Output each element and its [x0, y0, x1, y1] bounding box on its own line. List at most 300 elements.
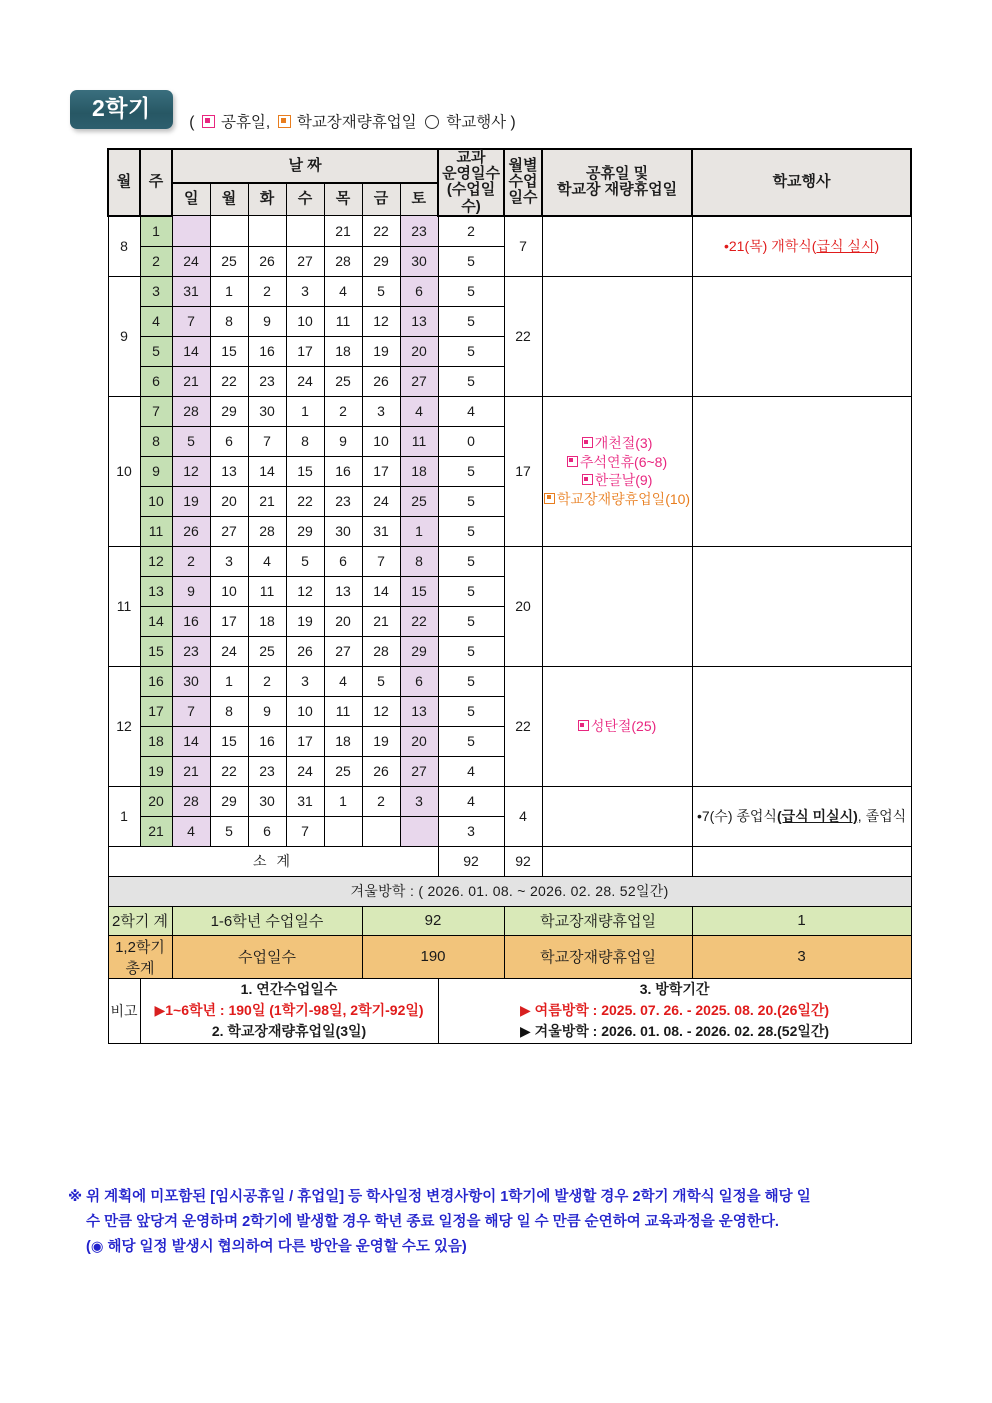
legend-open-paren: ( — [189, 114, 195, 131]
date-cell: 15 — [286, 456, 324, 486]
operation-days-value: 5 — [438, 666, 504, 696]
subtotal-operation-days: 92 — [438, 846, 504, 876]
th-weekday-4: 목 — [324, 183, 362, 216]
date-cell: 3 — [400, 786, 438, 816]
date-cell: 24 — [286, 366, 324, 396]
date-cell: 29 — [286, 516, 324, 546]
notes-left-column — [140, 978, 438, 1043]
date-cell: 5 — [172, 426, 210, 456]
date-cell: 1 — [210, 276, 248, 306]
date-cell — [286, 216, 324, 247]
date-cell: 27 — [286, 246, 324, 276]
monthly-days-value: 20 — [504, 546, 542, 666]
date-cell: 17 — [362, 456, 400, 486]
holiday-list-cell — [542, 546, 692, 666]
date-cell: 24 — [210, 636, 248, 666]
calendar-week-row — [108, 396, 911, 426]
operation-days-value: 5 — [438, 606, 504, 636]
date-cell: 9 — [248, 306, 286, 336]
public-holiday-marker-icon — [582, 437, 593, 448]
operation-days-value: 3 — [438, 816, 504, 846]
week-number: 14 — [140, 606, 172, 636]
calendar-head — [108, 149, 911, 216]
th-monthly-days — [504, 149, 542, 216]
monthly-days-value: 22 — [504, 666, 542, 786]
month-label: 12 — [108, 666, 140, 786]
operation-days-value: 5 — [438, 276, 504, 306]
date-cell: 31 — [286, 786, 324, 816]
date-cell: 24 — [172, 246, 210, 276]
th-week: 주 — [140, 149, 172, 216]
week-number: 2 — [140, 246, 172, 276]
th-operation-line3: (수업일수) — [446, 181, 496, 215]
week-number: 4 — [140, 306, 172, 336]
week-number: 1 — [140, 216, 172, 247]
date-cell: 20 — [324, 606, 362, 636]
th-holidays-line1: 공휴일 및 — [585, 165, 649, 183]
date-cell: 18 — [248, 606, 286, 636]
date-cell: 31 — [172, 276, 210, 306]
week-number: 19 — [140, 756, 172, 786]
semester-discretionary-label: 학교장재량휴업일 — [504, 906, 692, 935]
date-cell: 18 — [324, 726, 362, 756]
date-cell: 20 — [400, 336, 438, 366]
public-holiday-marker-icon — [578, 720, 589, 731]
date-cell: 29 — [362, 246, 400, 276]
monthly-days-value: 22 — [504, 276, 542, 396]
event-text-prefix: 21(목) 개학식( — [728, 237, 817, 254]
total-summary-metric: 수업일수 — [172, 935, 362, 978]
week-number: 8 — [140, 426, 172, 456]
date-cell: 4 — [172, 816, 210, 846]
semester-summary-metric: 1-6학년 수업일수 — [172, 906, 362, 935]
monthly-days-value: 7 — [504, 216, 542, 277]
monthly-days-value: 17 — [504, 396, 542, 546]
date-cell: 23 — [172, 636, 210, 666]
footnote-line-1: ※ 위 계획에 미포함된 [임시공휴일 / 휴업일] 등 학사일정 변경사항이 1학기에 발생할 경우 2학기 개학식 일정을 해당 일 — [68, 1189, 811, 1205]
winter-break-row — [108, 876, 911, 906]
date-cell: 21 — [172, 756, 210, 786]
note-summer-vacation-text: 여름방학 : 2025. 07. 26. - 2025. 08. 20.(26일간) — [534, 1002, 830, 1019]
date-cell: 6 — [248, 816, 286, 846]
holiday-list-cell — [542, 666, 692, 786]
date-cell: 12 — [286, 576, 324, 606]
note-item-1-detail — [141, 1000, 438, 1021]
date-cell — [400, 816, 438, 846]
academic-calendar — [107, 148, 907, 1044]
date-cell: 18 — [400, 456, 438, 486]
operation-days-value: 5 — [438, 336, 504, 366]
date-cell: 2 — [248, 276, 286, 306]
date-cell: 11 — [324, 306, 362, 336]
calendar-week-row — [108, 216, 911, 247]
date-cell: 6 — [324, 546, 362, 576]
date-cell — [210, 216, 248, 247]
operation-days-value: 4 — [438, 756, 504, 786]
week-number: 13 — [140, 576, 172, 606]
date-cell: 27 — [400, 366, 438, 396]
date-cell: 13 — [400, 306, 438, 336]
subtotal-holiday-blank — [542, 846, 692, 876]
week-number: 16 — [140, 666, 172, 696]
notes-label: 비고 — [108, 978, 140, 1043]
th-weekday-5: 금 — [362, 183, 400, 216]
date-cell: 9 — [172, 576, 210, 606]
date-cell: 14 — [172, 336, 210, 366]
date-cell: 3 — [286, 276, 324, 306]
date-cell: 24 — [362, 486, 400, 516]
date-cell: 16 — [324, 456, 362, 486]
date-cell: 20 — [210, 486, 248, 516]
date-cell: 27 — [210, 516, 248, 546]
week-number: 12 — [140, 546, 172, 576]
date-cell: 25 — [324, 366, 362, 396]
note-winter-vacation-text: 겨울방학 : 2026. 01. 08. - 2026. 02. 28.(52일간) — [534, 1023, 830, 1040]
date-cell: 22 — [362, 216, 400, 247]
week-number: 3 — [140, 276, 172, 306]
holiday-item-label: 학교장재량휴업일(10) — [557, 490, 691, 507]
event-text-emphasis: (급식 미실시) — [776, 807, 858, 824]
date-cell: 7 — [172, 696, 210, 726]
note-item-1-detail-text: 1~6학년 : 190일 (1학기-98일, 2학기-92일) — [165, 1002, 424, 1019]
week-number: 17 — [140, 696, 172, 726]
th-events: 학교행사 — [692, 149, 911, 216]
date-cell: 21 — [248, 486, 286, 516]
date-cell: 21 — [324, 216, 362, 247]
week-number: 18 — [140, 726, 172, 756]
operation-days-value: 5 — [438, 246, 504, 276]
th-weekday-3: 수 — [286, 183, 324, 216]
week-number: 9 — [140, 456, 172, 486]
total-summary-label: 1,2학기 총계 — [108, 935, 172, 978]
school-event-cell — [692, 276, 911, 396]
week-number: 21 — [140, 816, 172, 846]
date-cell: 28 — [172, 396, 210, 426]
school-event-cell — [692, 216, 911, 277]
holiday-item — [543, 434, 692, 452]
week-number: 11 — [140, 516, 172, 546]
date-cell: 18 — [324, 336, 362, 366]
legend-discretionary-label: 학교장재량휴업일 — [296, 114, 417, 131]
operation-days-value: 4 — [438, 396, 504, 426]
total-summary-value: 190 — [362, 935, 504, 978]
month-label: 10 — [108, 396, 140, 546]
date-cell: 4 — [324, 666, 362, 696]
date-cell: 24 — [286, 756, 324, 786]
date-cell: 29 — [210, 396, 248, 426]
holiday-item-label: 개천절(3) — [594, 435, 653, 452]
date-cell: 3 — [286, 666, 324, 696]
date-cell: 15 — [210, 726, 248, 756]
school-event-cell — [692, 666, 911, 786]
date-cell: 23 — [248, 366, 286, 396]
public-holiday-marker-icon — [567, 456, 578, 467]
legend-school-event-label: 학교행사 — [446, 114, 507, 131]
th-dates-group: 날 짜 — [172, 149, 438, 183]
date-cell: 28 — [362, 636, 400, 666]
date-cell: 4 — [400, 396, 438, 426]
holiday-item — [543, 490, 692, 508]
date-cell: 1 — [400, 516, 438, 546]
date-cell: 26 — [172, 516, 210, 546]
holiday-item — [543, 453, 692, 471]
triangle-bullet-icon: ▶ — [520, 1023, 531, 1040]
subtotal-monthly-days: 92 — [504, 846, 542, 876]
date-cell: 14 — [248, 456, 286, 486]
th-holidays-line2: 학교장 재량휴업일 — [557, 181, 678, 199]
winter-break-text: 겨울방학 : ( 2026. 01. 08. ~ 2026. 02. 28. 52일간) — [108, 876, 911, 906]
public-holiday-marker-icon — [582, 474, 593, 485]
date-cell: 13 — [210, 456, 248, 486]
operation-days-value: 5 — [438, 516, 504, 546]
total-summary-row — [108, 935, 911, 978]
date-cell: 6 — [400, 276, 438, 306]
date-cell: 22 — [210, 366, 248, 396]
date-cell: 12 — [362, 306, 400, 336]
event-bullet-icon: • — [696, 807, 702, 824]
date-cell: 6 — [400, 666, 438, 696]
date-cell: 12 — [362, 696, 400, 726]
legend-public-holiday-label: 공휴일, — [220, 114, 271, 131]
semester-summary-value: 92 — [362, 906, 504, 935]
page-header — [70, 90, 900, 142]
date-cell: 5 — [362, 666, 400, 696]
date-cell: 20 — [400, 726, 438, 756]
discretionary-marker-icon — [544, 493, 555, 504]
date-cell: 8 — [400, 546, 438, 576]
date-cell: 7 — [362, 546, 400, 576]
date-cell: 29 — [400, 636, 438, 666]
subtotal-row — [108, 846, 911, 876]
date-cell: 29 — [210, 786, 248, 816]
month-label: 8 — [108, 216, 140, 277]
date-cell: 13 — [400, 696, 438, 726]
date-cell: 28 — [172, 786, 210, 816]
date-cell: 1 — [210, 666, 248, 696]
operation-days-value: 0 — [438, 426, 504, 456]
date-cell — [324, 816, 362, 846]
date-cell: 21 — [362, 606, 400, 636]
date-cell: 10 — [362, 426, 400, 456]
date-cell: 25 — [210, 246, 248, 276]
date-cell: 26 — [286, 636, 324, 666]
date-cell: 7 — [286, 816, 324, 846]
date-cell: 30 — [324, 516, 362, 546]
date-cell: 17 — [210, 606, 248, 636]
date-cell: 25 — [248, 636, 286, 666]
operation-days-value: 5 — [438, 696, 504, 726]
date-cell: 22 — [286, 486, 324, 516]
footnote-line-2: 수 만큼 앞당겨 운영하며 2학기에 발생할 경우 학년 종료 일정을 해당 일 수 만큼 순연하여 교육과정을 운영한다. — [86, 1213, 779, 1230]
date-cell — [362, 816, 400, 846]
date-cell: 8 — [210, 696, 248, 726]
date-cell: 7 — [248, 426, 286, 456]
date-cell: 1 — [324, 786, 362, 816]
event-bullet-icon: • — [723, 237, 729, 254]
school-event-cell — [692, 786, 911, 846]
date-cell: 27 — [324, 636, 362, 666]
school-event-cell — [692, 396, 911, 546]
notes-row — [108, 978, 911, 1043]
holiday-item — [543, 471, 692, 489]
date-cell: 5 — [362, 276, 400, 306]
week-number: 6 — [140, 366, 172, 396]
date-cell: 19 — [362, 726, 400, 756]
date-cell: 7 — [172, 306, 210, 336]
calendar-week-row — [108, 276, 911, 306]
th-weekday-6: 토 — [400, 183, 438, 216]
date-cell: 6 — [210, 426, 248, 456]
calendar-body — [108, 216, 911, 1043]
date-cell: 30 — [248, 396, 286, 426]
event-text-suffix: , 졸업식 — [857, 807, 907, 824]
week-number: 20 — [140, 786, 172, 816]
subtotal-label: 소 계 — [108, 846, 438, 876]
th-operation-days — [438, 149, 504, 216]
footnote — [68, 1185, 948, 1260]
event-text-prefix: 7(수) 종업식 — [701, 807, 777, 824]
date-cell: 16 — [248, 726, 286, 756]
date-cell: 10 — [286, 306, 324, 336]
note-winter-vacation — [439, 1021, 911, 1042]
date-cell: 14 — [362, 576, 400, 606]
date-cell: 23 — [400, 216, 438, 247]
date-cell: 2 — [172, 546, 210, 576]
operation-days-value: 4 — [438, 786, 504, 816]
school-event-item — [693, 807, 911, 826]
date-cell: 4 — [248, 546, 286, 576]
th-weekday-0: 일 — [172, 183, 210, 216]
date-cell — [172, 216, 210, 247]
holiday-list-cell — [542, 396, 692, 546]
monthly-days-value: 4 — [504, 786, 542, 846]
date-cell: 9 — [324, 426, 362, 456]
date-cell: 28 — [248, 516, 286, 546]
holiday-item-label: 성탄절(25) — [590, 718, 657, 735]
date-cell: 23 — [324, 486, 362, 516]
date-cell: 25 — [324, 756, 362, 786]
operation-days-value: 5 — [438, 306, 504, 336]
date-cell: 17 — [286, 726, 324, 756]
th-holidays — [542, 149, 692, 216]
notes-right-column — [438, 978, 911, 1043]
th-monthly-line3: 일수 — [508, 189, 538, 207]
th-month: 월 — [108, 149, 140, 216]
date-cell: 11 — [248, 576, 286, 606]
date-cell: 22 — [400, 606, 438, 636]
triangle-bullet-icon: ▶ — [520, 1002, 531, 1019]
date-cell: 15 — [400, 576, 438, 606]
date-cell: 30 — [172, 666, 210, 696]
date-cell: 4 — [324, 276, 362, 306]
date-cell: 26 — [362, 366, 400, 396]
operation-days-value: 5 — [438, 726, 504, 756]
semester-badge: 2학기 — [70, 90, 173, 129]
note-item-3: 3. 방학기간 — [639, 980, 710, 997]
date-cell: 2 — [362, 786, 400, 816]
date-cell: 9 — [248, 696, 286, 726]
operation-days-value: 5 — [438, 486, 504, 516]
month-label: 9 — [108, 276, 140, 396]
note-summer-vacation — [439, 1000, 911, 1021]
event-text-suffix: ) — [874, 237, 880, 254]
operation-days-value: 5 — [438, 366, 504, 396]
note-item-1: 1. 연간수업일수 — [240, 980, 338, 997]
school-event-item — [693, 237, 911, 256]
th-operation-line1: 교과 — [456, 149, 486, 166]
th-monthly-line2: 수업 — [508, 173, 538, 191]
date-cell: 12 — [172, 456, 210, 486]
date-cell: 5 — [210, 816, 248, 846]
date-cell: 8 — [210, 306, 248, 336]
date-cell: 28 — [324, 246, 362, 276]
date-cell: 30 — [400, 246, 438, 276]
date-cell: 19 — [172, 486, 210, 516]
date-cell: 14 — [172, 726, 210, 756]
th-monthly-line1: 월별 — [508, 157, 538, 175]
operation-days-value: 2 — [438, 216, 504, 247]
school-event-cell — [692, 546, 911, 666]
date-cell: 8 — [286, 426, 324, 456]
holiday-list-cell — [542, 786, 692, 846]
date-cell: 3 — [210, 546, 248, 576]
legend-close-paren: ) — [510, 114, 516, 131]
date-cell: 17 — [286, 336, 324, 366]
semester-summary-label: 2학기 계 — [108, 906, 172, 935]
date-cell: 22 — [210, 756, 248, 786]
date-cell: 10 — [210, 576, 248, 606]
triangle-bullet-icon: ▶ — [154, 1002, 166, 1019]
operation-days-value: 5 — [438, 636, 504, 666]
school-event-circle-icon — [425, 115, 439, 129]
week-number: 10 — [140, 486, 172, 516]
date-cell: 13 — [324, 576, 362, 606]
semester-summary-row — [108, 906, 911, 935]
calendar-week-row — [108, 546, 911, 576]
date-cell: 19 — [286, 606, 324, 636]
date-cell: 3 — [362, 396, 400, 426]
date-cell: 23 — [248, 756, 286, 786]
date-cell: 21 — [172, 366, 210, 396]
week-number: 15 — [140, 636, 172, 666]
total-discretionary-label: 학교장재량휴업일 — [504, 935, 692, 978]
th-weekday-2: 화 — [248, 183, 286, 216]
date-cell — [248, 216, 286, 247]
footnote-line-3: (◉ 해당 일정 발생시 협의하여 다른 방안을 운영할 수도 있음) — [86, 1238, 467, 1255]
th-operation-line2: 운영일수 — [442, 165, 501, 183]
subtotal-event-blank — [692, 846, 911, 876]
discretionary-holiday-swatch-icon — [278, 115, 291, 128]
total-discretionary-value: 3 — [692, 935, 911, 978]
date-cell: 26 — [362, 756, 400, 786]
date-cell: 11 — [324, 696, 362, 726]
holiday-item-label: 한글날(9) — [594, 472, 653, 489]
legend — [189, 110, 515, 132]
date-cell: 2 — [324, 396, 362, 426]
holiday-list-cell — [542, 216, 692, 277]
operation-days-value: 5 — [438, 546, 504, 576]
date-cell: 15 — [210, 336, 248, 366]
holiday-item — [543, 717, 692, 735]
date-cell: 5 — [286, 546, 324, 576]
month-label: 1 — [108, 786, 140, 846]
date-cell: 27 — [400, 756, 438, 786]
event-text-emphasis: 급식 실시 — [816, 237, 875, 254]
operation-days-value: 5 — [438, 456, 504, 486]
date-cell: 2 — [248, 666, 286, 696]
holiday-item-label: 추석연휴(6~8) — [579, 453, 668, 470]
th-weekday-1: 월 — [210, 183, 248, 216]
